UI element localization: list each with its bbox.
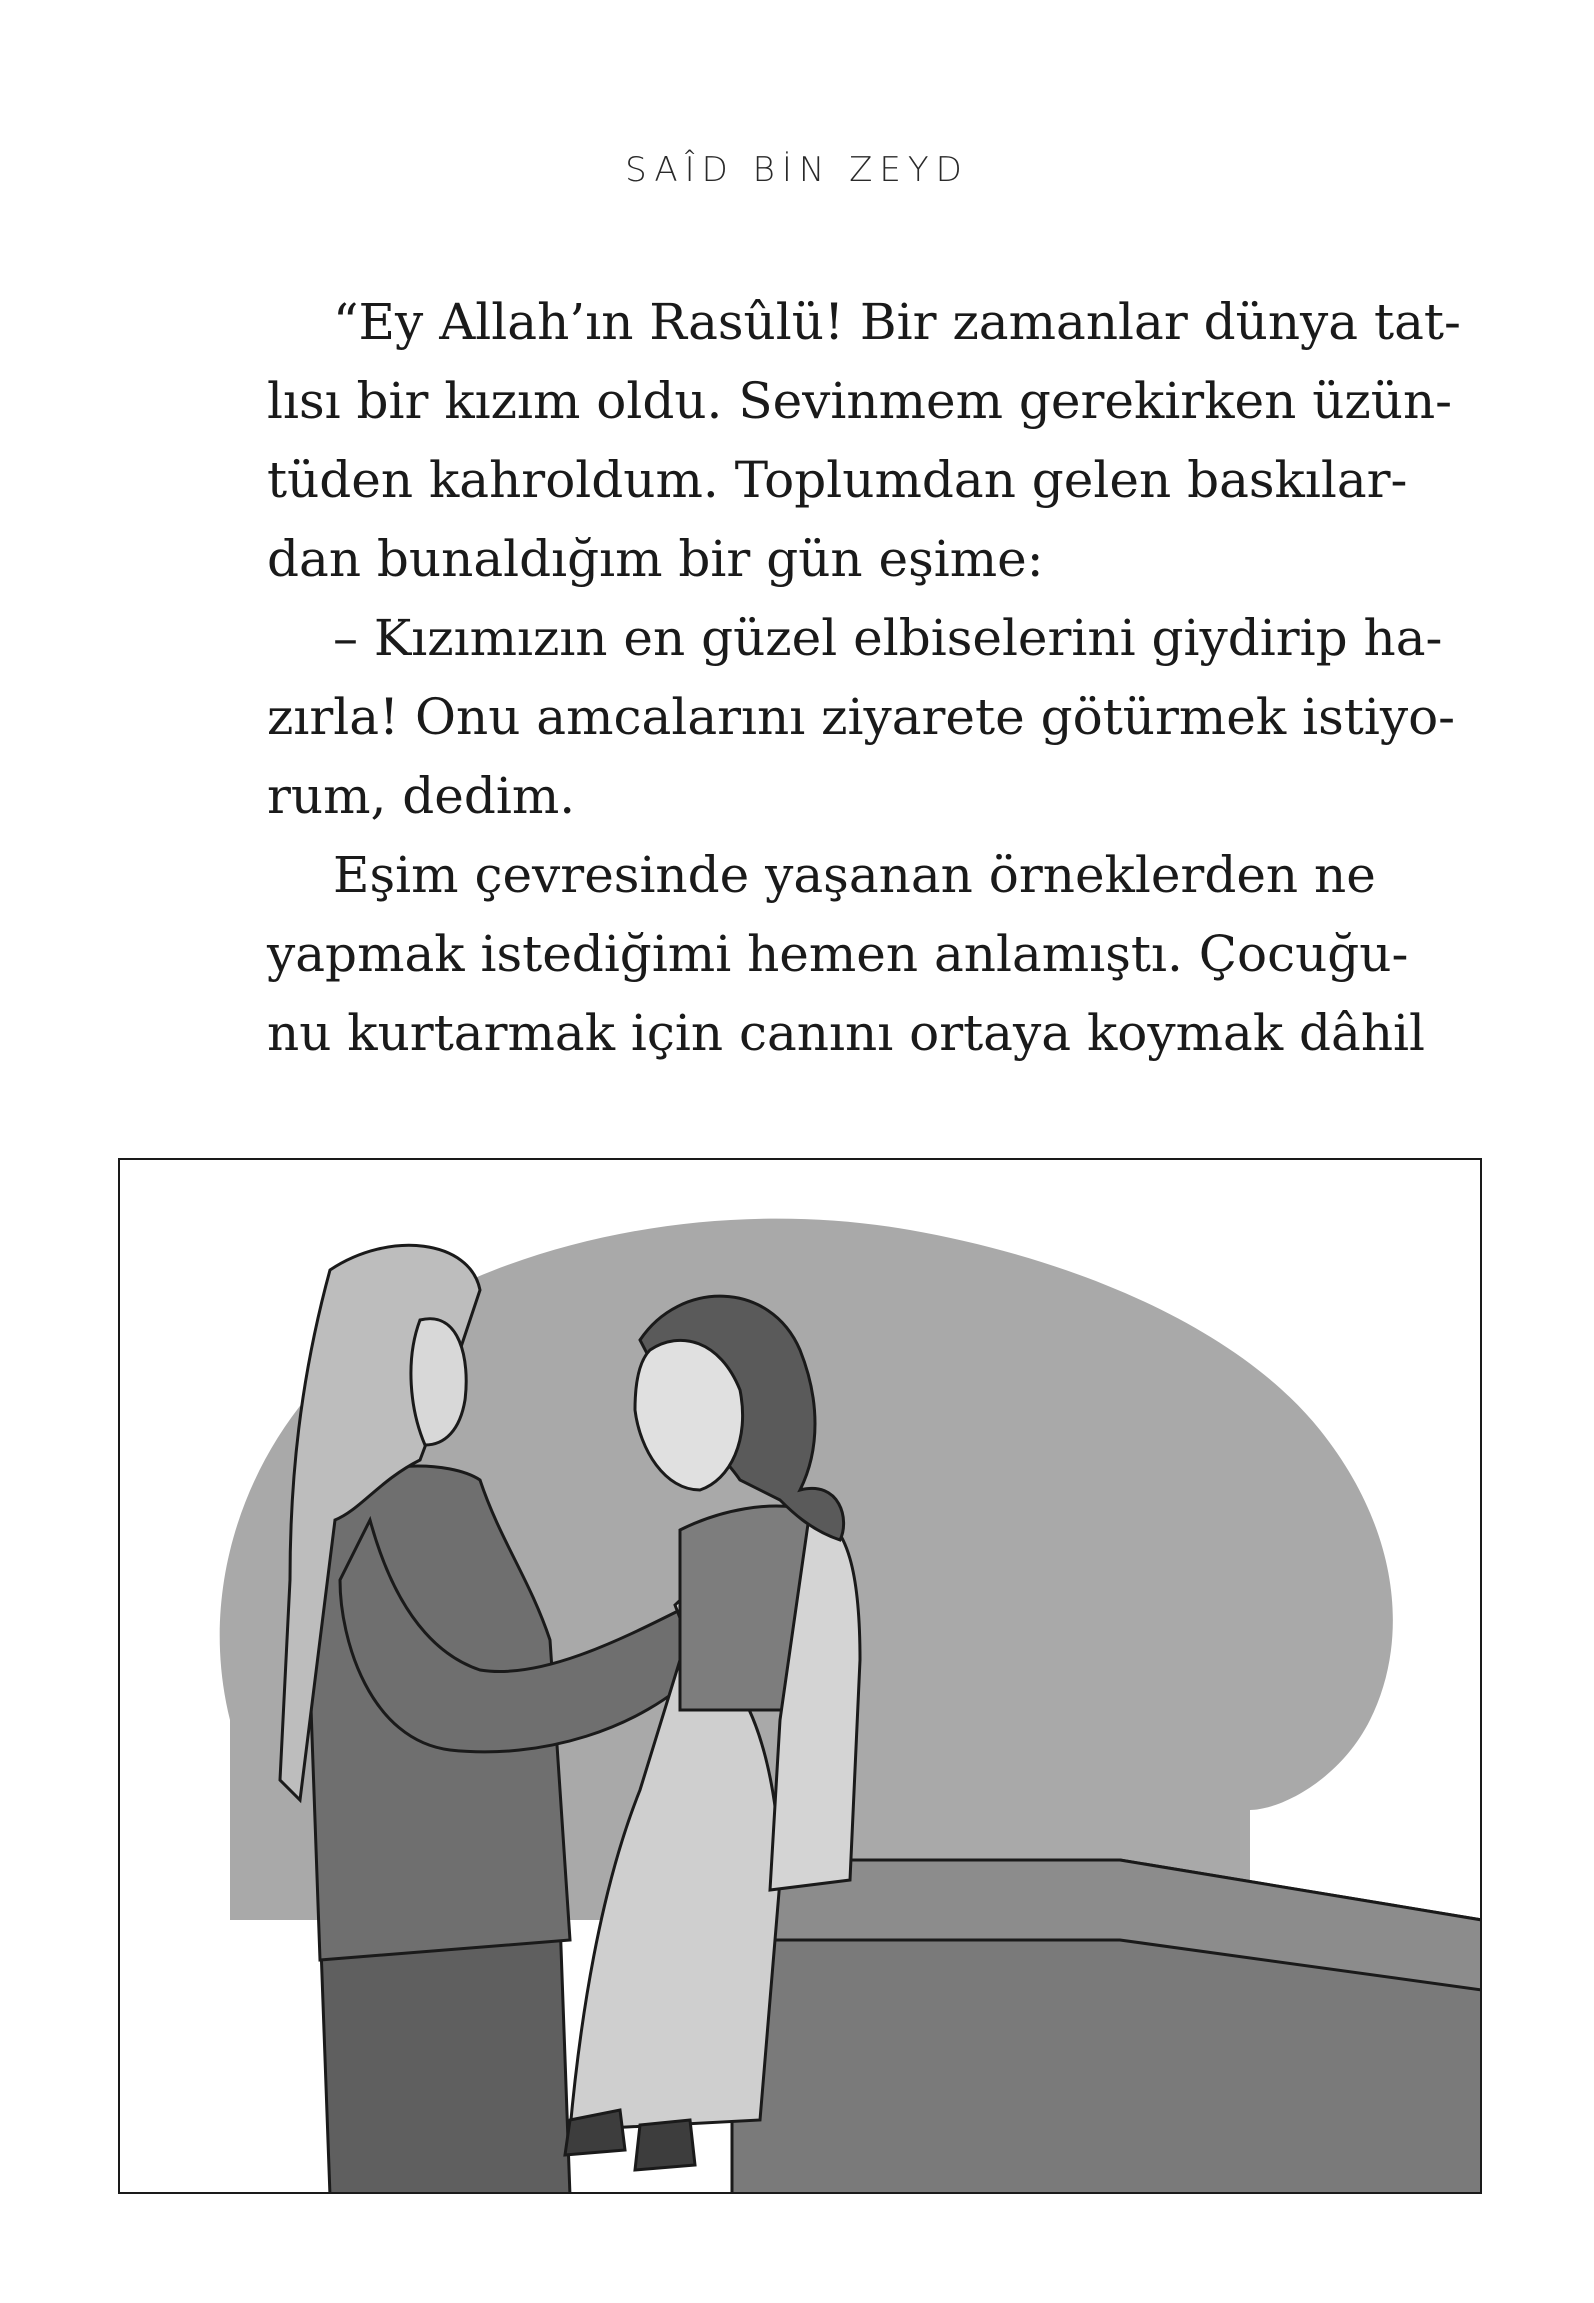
text-line: nu kurtarmak için canını ortaya koymak dâhil [267, 1004, 1426, 1062]
mother-face [411, 1319, 466, 1445]
running-head: SAÎD BİN ZEYD [625, 150, 969, 190]
text-line: rum, dedim. [267, 767, 576, 825]
text-line: Eşim çevresinde yaşanan örneklerden ne [333, 846, 1376, 904]
text-line: “Ey Allah’ın Rasûlü! Bir zamanlar dünya tat- [333, 293, 1461, 351]
mother-skirt [320, 1920, 570, 2194]
text-line: tüden kahroldum. Toplumdan gelen baskılar- [267, 451, 1408, 509]
body-text [267, 283, 1461, 1073]
text-line: – Kızımızın en güzel elbiselerini giydirip ha- [333, 609, 1443, 667]
illustration-frame [118, 1158, 1482, 2194]
text-line: yapmak istediğimi hemen anlamıştı. Çocuğu- [267, 925, 1409, 983]
text-line: lısı bir kızım oldu. Sevinmem gerekirken üzün- [267, 372, 1453, 430]
illustration [120, 1160, 1482, 2194]
text-line: dan bunaldığım bir gün eşime: [267, 530, 1044, 588]
text-line: zırla! Onu amcalarını ziyarete götürmek istiyo- [267, 688, 1456, 746]
